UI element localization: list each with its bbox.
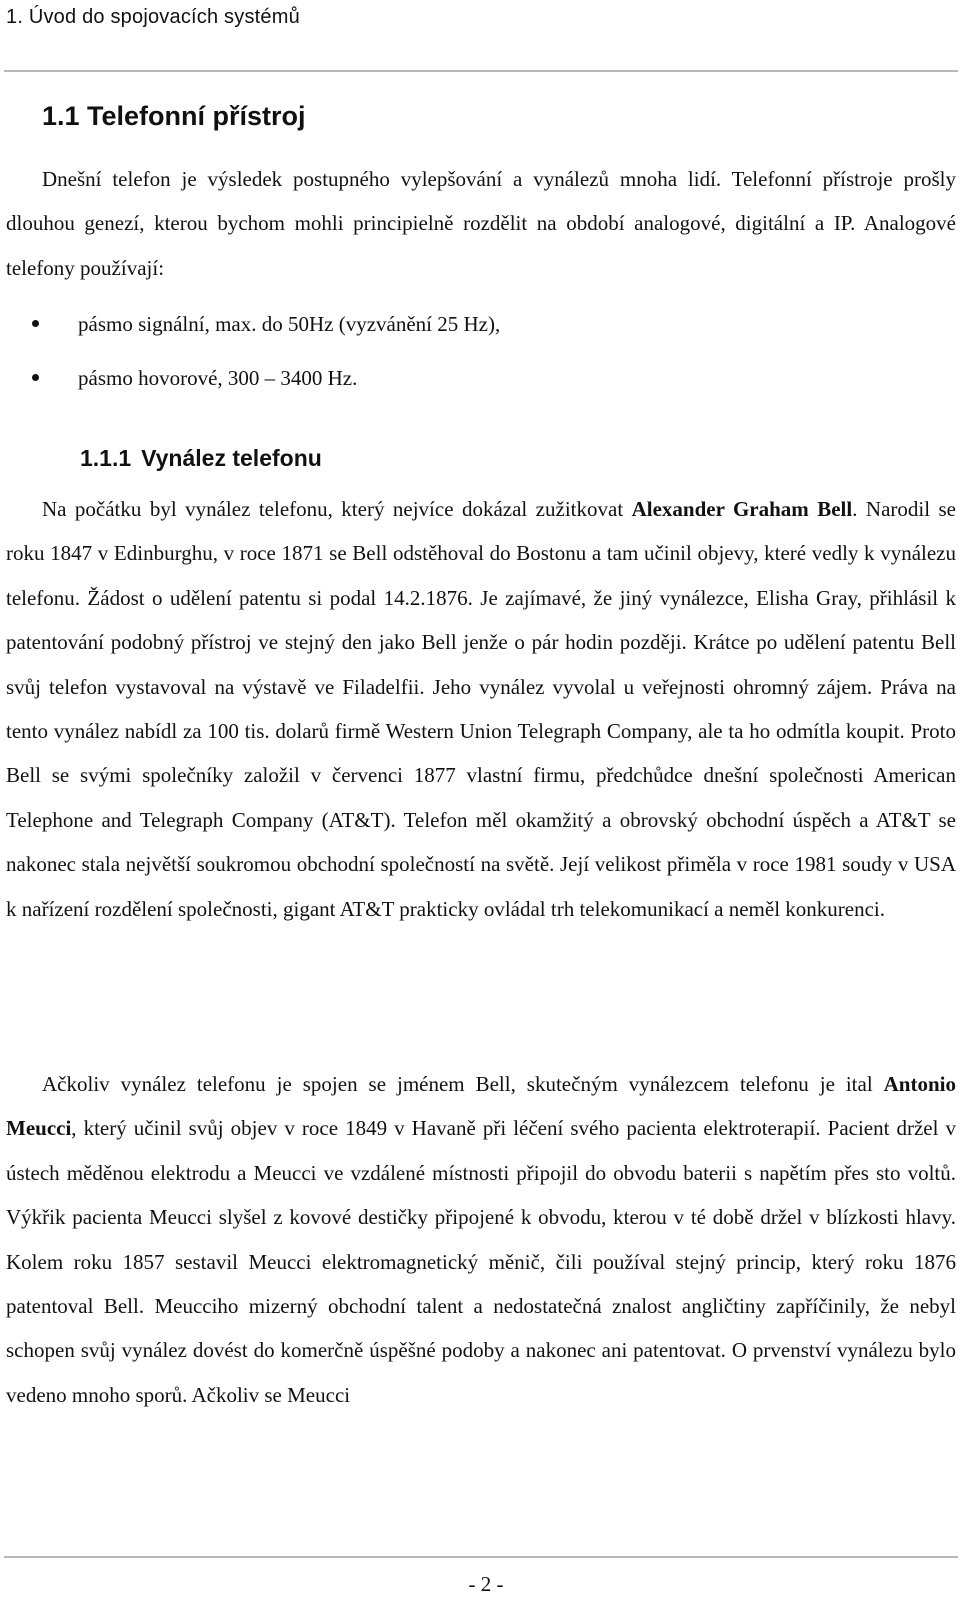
- running-header: 1. Úvod do spojovacích systémů: [6, 6, 300, 28]
- invention-paragraph-lead: Na počátku byl vynález telefonu, který nejvíce dokázal zužitkovat: [42, 497, 632, 521]
- meucci-paragraph-lead: Ačkoliv vynález telefonu je spojen se jménem Bell, skutečným vynálezcem telefonu je ital: [42, 1072, 884, 1096]
- list-item-text: pásmo signální, max. do 50Hz (vyzvánění 25 Hz),: [78, 312, 501, 336]
- frequency-band-list: [6, 302, 500, 410]
- meucci-paragraph-rest: , který učinil svůj objev v roce 1849 v Havaně při léčení svého pacienta elektroterapií. Pacient držel v ústech měděnou elektrodu a Meucci ve vzdálené místnosti připojil do obvodu baterii s napětím přes sto voltů. Výkřik pacienta Meucci slyšel z kovové destičky připojené k obvodu, kterou v té době držel v blízkosti hlavy. Kolem roku 1857 sestavil Meucci elektromagnetický měnič, čili používal stejný princip, který roku 1876 patentoval Bell. Meucciho mizerný obchodní talent a nedostatečná znalost angličtiny zapříčinily, že nebyl schopen svůj vynález dovést do komerčně úspěšné podoby a nakonec ani patentovat. O prvenství vynálezu bylo vedeno mnoho sporů. Ačkoliv se Meucci: [6, 1116, 956, 1407]
- list-item: [6, 302, 500, 356]
- section-heading: 1.1 Telefonní přístroj: [42, 101, 306, 131]
- header-divider: [4, 70, 958, 72]
- meucci-paragraph: [6, 1062, 956, 1417]
- invention-paragraph: [6, 487, 956, 931]
- bullet-icon: [32, 320, 39, 327]
- subsection-number: 1.1.1: [80, 445, 132, 471]
- invention-paragraph-rest: . Narodil se roku 1847 v Edinburghu, v roce 1871 se Bell odstěhoval do Bostonu a tam učinil objevy, které vedly k vynálezu telefonu. Žádost o udělení patentu si podal 14.2.1876. Je zajímavé, že jiný vynálezce, Elisha Gray, přihlásil k patentování podobný přístroj ve stejný den jako Bell jenže o pár hodin později. Krátce po udělení patentu Bell svůj telefon vystavoval na výstavě ve Filadelfii. Jeho vynález vyvolal u veřejnosti ohromný zájem. Práva na tento vynález nabídl za 100 tis. dolarů firmě Western Union Telegraph Company, ale ta ho odmítla koupit. Proto Bell se svými společníky založil v červenci 1877 vlastní firmu, předchůdce dnešní společnosti American Telephone and Telegraph Company (AT&T). Telefon měl okamžitý a obrovský obchodní úspěch a AT&T se nakonec stala největší soukromou obchodní společností na světě. Její velikost přiměla v roce 1981 soudy v USA k nařízení rozdělení společnosti, gigant AT&T prakticky ovládal trh telekomunikací a neměl konkurenci.: [6, 497, 956, 921]
- inventor-name-meucci: Antonio Meucci: [6, 1072, 956, 1141]
- bullet-icon: [32, 374, 39, 381]
- list-item-text: pásmo hovorové, 300 – 3400 Hz.: [78, 366, 358, 390]
- page-number: - 2 -: [468, 1572, 504, 1596]
- inventor-name-bell: Alexander Graham Bell: [631, 497, 853, 521]
- footer-divider: [4, 1556, 958, 1558]
- list-item: [6, 356, 500, 410]
- intro-paragraph: [6, 157, 956, 290]
- subsection-title: Vynález telefonu: [141, 445, 322, 471]
- subsection-heading: [80, 445, 322, 472]
- intro-paragraph-text: Dnešní telefon je výsledek postupného vylepšování a vynálezů mnoha lidí. Telefonní přístroje prošly dlouhou genezí, kterou bychom mohli principielně rozdělit na období analogové, digitální a IP. Analogové telefony používají:: [6, 167, 956, 280]
